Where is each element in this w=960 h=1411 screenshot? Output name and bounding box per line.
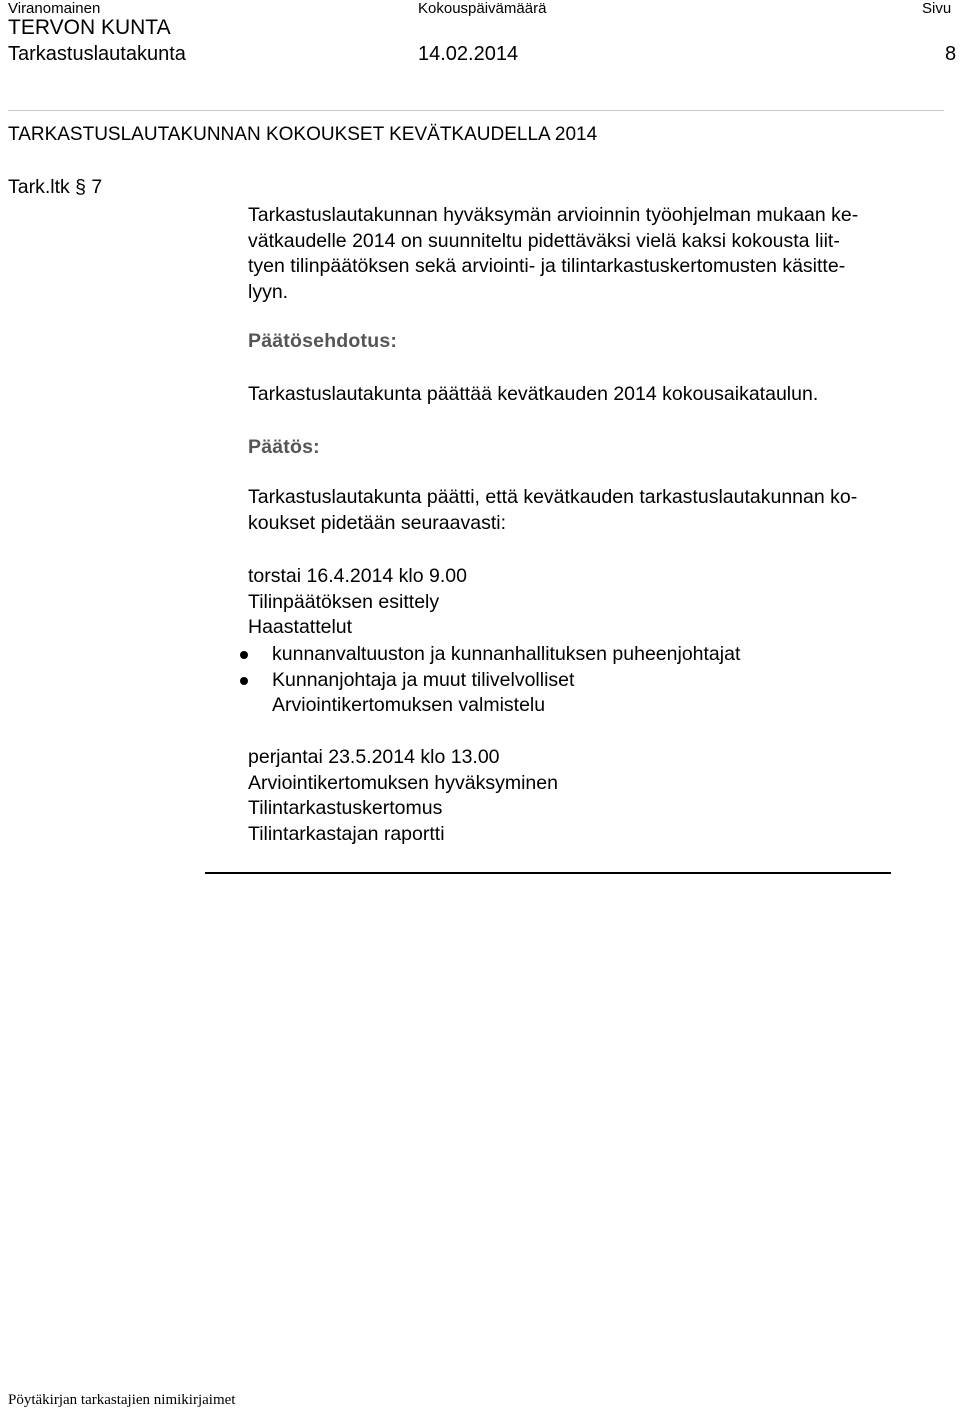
meeting-1-bullet-list: [272, 642, 740, 719]
meeting-1-date: torstai 16.4.2014 klo 9.00: [248, 565, 467, 587]
document-title: TARKASTUSLAUTAKUNNAN KOKOUKSET KEVÄTKAUDELLA 2014: [8, 124, 598, 145]
header-authority: Tarkastuslautakunta: [8, 43, 186, 65]
intro-line: lyyn.: [248, 280, 289, 303]
proposal-text: Tarkastuslautakunta päättää kevätkauden 2014 kokousaikataulun.: [248, 383, 819, 405]
bullet-text: Kunnanjohtaja ja muut tilivelvolliset: [272, 668, 575, 691]
bullet-item: [272, 668, 740, 694]
bullet-icon: [240, 651, 248, 659]
meeting-2-date: perjantai 23.5.2014 klo 13.00: [248, 746, 500, 768]
organization-name: TERVON KUNTA: [8, 16, 171, 39]
meeting-2-item: Tilintarkastuskertomus: [248, 797, 443, 819]
header-date-label: Kokouspäivämäärä: [418, 0, 547, 17]
decision-paragraph: [248, 485, 857, 536]
header-page-label: Sivu: [922, 0, 952, 17]
decision-line: Tarkastuslautakunta päätti, että kevätkauden tarkastuslautakunnan ko-: [248, 486, 858, 508]
intro-line: tyen tilinpäätöksen sekä arviointi- ja tilintarkastuskertomusten käsitte-: [248, 255, 846, 277]
meeting-2-item: Tilintarkastajan raportti: [248, 822, 445, 845]
section-reference: Tark.ltk § 7: [8, 176, 103, 198]
footer-initials-label: Pöytäkirjan tarkastajien nimikirjaimet: [8, 1392, 236, 1408]
proposal-heading: Päätösehdotus:: [248, 330, 398, 352]
intro-line: Tarkastuslautakunnan hyväksymän arvioinnin työohjelman mukaan ke-: [248, 204, 859, 226]
meeting-2-block: [248, 745, 558, 847]
header-page-number: 8: [945, 43, 957, 65]
header-authority-label: Viranomainen: [8, 0, 101, 17]
intro-paragraph: [248, 203, 858, 305]
meeting-1-block: [248, 564, 467, 641]
bullet-icon: [240, 677, 248, 685]
bullet-item: [272, 642, 740, 668]
meeting-2-item: Arviointikertomuksen hyväksyminen: [248, 771, 558, 794]
meeting-1-item: Tilinpäätöksen esittely: [248, 590, 440, 613]
bullet-text: kunnanvaltuuston ja kunnanhallituksen puheenjohtajat: [272, 643, 741, 665]
decision-line: koukset pidetään seuraavasti:: [248, 511, 506, 534]
intro-line: vätkaudelle 2014 on suunniteltu pidettäväksi vielä kaksi kokousta liit-: [248, 229, 840, 252]
meeting-1-item: Haastattelut: [248, 616, 353, 638]
meeting-1-after-bullets: Arviointikertomuksen valmistelu: [272, 694, 546, 716]
header-divider: [8, 110, 944, 111]
header-meeting-date: 14.02.2014: [418, 43, 519, 65]
decision-heading: Päätös:: [248, 436, 320, 458]
section-end-rule: [205, 872, 891, 874]
